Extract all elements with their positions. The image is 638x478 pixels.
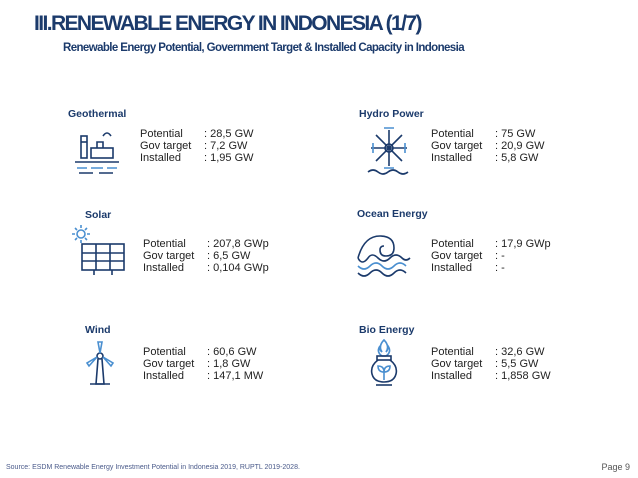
page-number: Page 9 bbox=[601, 462, 630, 472]
stat-row bbox=[431, 250, 551, 262]
ocean-stats bbox=[431, 238, 551, 274]
solar-title: Solar bbox=[85, 209, 112, 221]
stat-label: Gov target bbox=[140, 140, 192, 152]
stat-row bbox=[431, 262, 551, 274]
stat-row bbox=[143, 262, 269, 274]
stat-row bbox=[431, 370, 551, 382]
stat-value: : 7,2 GW bbox=[204, 140, 248, 152]
stat-value: : 32,6 GW bbox=[495, 346, 545, 358]
stat-label: Potential bbox=[143, 346, 186, 358]
stat-value: : 17,9 GWp bbox=[495, 238, 551, 250]
stat-row bbox=[431, 140, 545, 152]
stat-value: : 1,858 GW bbox=[495, 370, 551, 382]
stat-row bbox=[143, 358, 263, 370]
stat-label: Gov target bbox=[431, 358, 483, 370]
wind-title: Wind bbox=[85, 324, 111, 336]
stat-label: Potential bbox=[143, 238, 186, 250]
solar-stats bbox=[143, 238, 269, 274]
stat-label: Installed bbox=[140, 152, 181, 164]
page-subtitle: Renewable Energy Potential, Government Target & Installed Capacity in Indonesia bbox=[63, 42, 464, 54]
bio-stats bbox=[431, 346, 551, 382]
hydro-stats bbox=[431, 128, 545, 164]
stat-value: : 1,95 GW bbox=[204, 152, 254, 164]
stat-label: Gov target bbox=[431, 140, 483, 152]
stat-value: : 207,8 GWp bbox=[207, 238, 269, 250]
stat-value: : - bbox=[495, 262, 505, 274]
stat-label: Installed bbox=[431, 262, 472, 274]
stat-label: Gov target bbox=[143, 358, 195, 370]
ocean-wave-icon bbox=[356, 228, 412, 278]
stat-value: : 147,1 MW bbox=[207, 370, 264, 382]
stat-row bbox=[143, 346, 263, 358]
hydro-title: Hydro Power bbox=[359, 108, 424, 120]
stat-label: Potential bbox=[431, 346, 474, 358]
page-title: III.RENEWABLE ENERGY IN INDONESIA (1/7) bbox=[34, 12, 421, 35]
stat-row bbox=[140, 152, 254, 164]
stat-label: Installed bbox=[431, 152, 472, 164]
stat-row bbox=[431, 358, 551, 370]
geothermal-plant-icon bbox=[73, 126, 123, 176]
stat-label: Potential bbox=[140, 128, 183, 140]
stat-value: : 6,5 GW bbox=[207, 250, 251, 262]
stat-label: Gov target bbox=[143, 250, 195, 262]
stat-value: : 20,9 GW bbox=[495, 140, 545, 152]
stat-row bbox=[431, 152, 545, 164]
wind-stats bbox=[143, 346, 263, 382]
stat-row bbox=[143, 250, 269, 262]
ocean-title: Ocean Energy bbox=[357, 208, 428, 220]
bio-title: Bio Energy bbox=[359, 324, 415, 336]
stat-label: Gov target bbox=[431, 250, 483, 262]
stat-value: : 0,104 GWp bbox=[207, 262, 269, 274]
stat-value: : 5,8 GW bbox=[495, 152, 539, 164]
water-wheel-icon bbox=[364, 126, 414, 176]
stat-value: : 1,8 GW bbox=[207, 358, 251, 370]
stat-row bbox=[140, 140, 254, 152]
bio-energy-icon bbox=[364, 338, 404, 388]
stat-value: : 75 GW bbox=[495, 128, 536, 140]
stat-value: : 5,5 GW bbox=[495, 358, 539, 370]
stat-value: : 28,5 GW bbox=[204, 128, 254, 140]
source-note: Source: ESDM Renewable Energy Investment Potential in Indonesia 2019, RUPTL 2019-2028. bbox=[6, 464, 300, 471]
geothermal-stats bbox=[140, 128, 254, 164]
stat-row bbox=[143, 238, 269, 250]
geothermal-title: Geothermal bbox=[68, 108, 127, 120]
stat-row bbox=[143, 370, 263, 382]
stat-value: : - bbox=[495, 250, 505, 262]
wind-turbine-icon bbox=[80, 340, 120, 388]
stat-row bbox=[431, 128, 545, 140]
stat-label: Installed bbox=[143, 370, 184, 382]
stat-label: Installed bbox=[431, 370, 472, 382]
stat-value: : 60,6 GW bbox=[207, 346, 257, 358]
stat-label: Potential bbox=[431, 238, 474, 250]
stat-label: Potential bbox=[431, 128, 474, 140]
stat-label: Installed bbox=[143, 262, 184, 274]
stat-row bbox=[140, 128, 254, 140]
stat-row bbox=[431, 238, 551, 250]
stat-row bbox=[431, 346, 551, 358]
solar-panel-icon bbox=[72, 224, 128, 276]
